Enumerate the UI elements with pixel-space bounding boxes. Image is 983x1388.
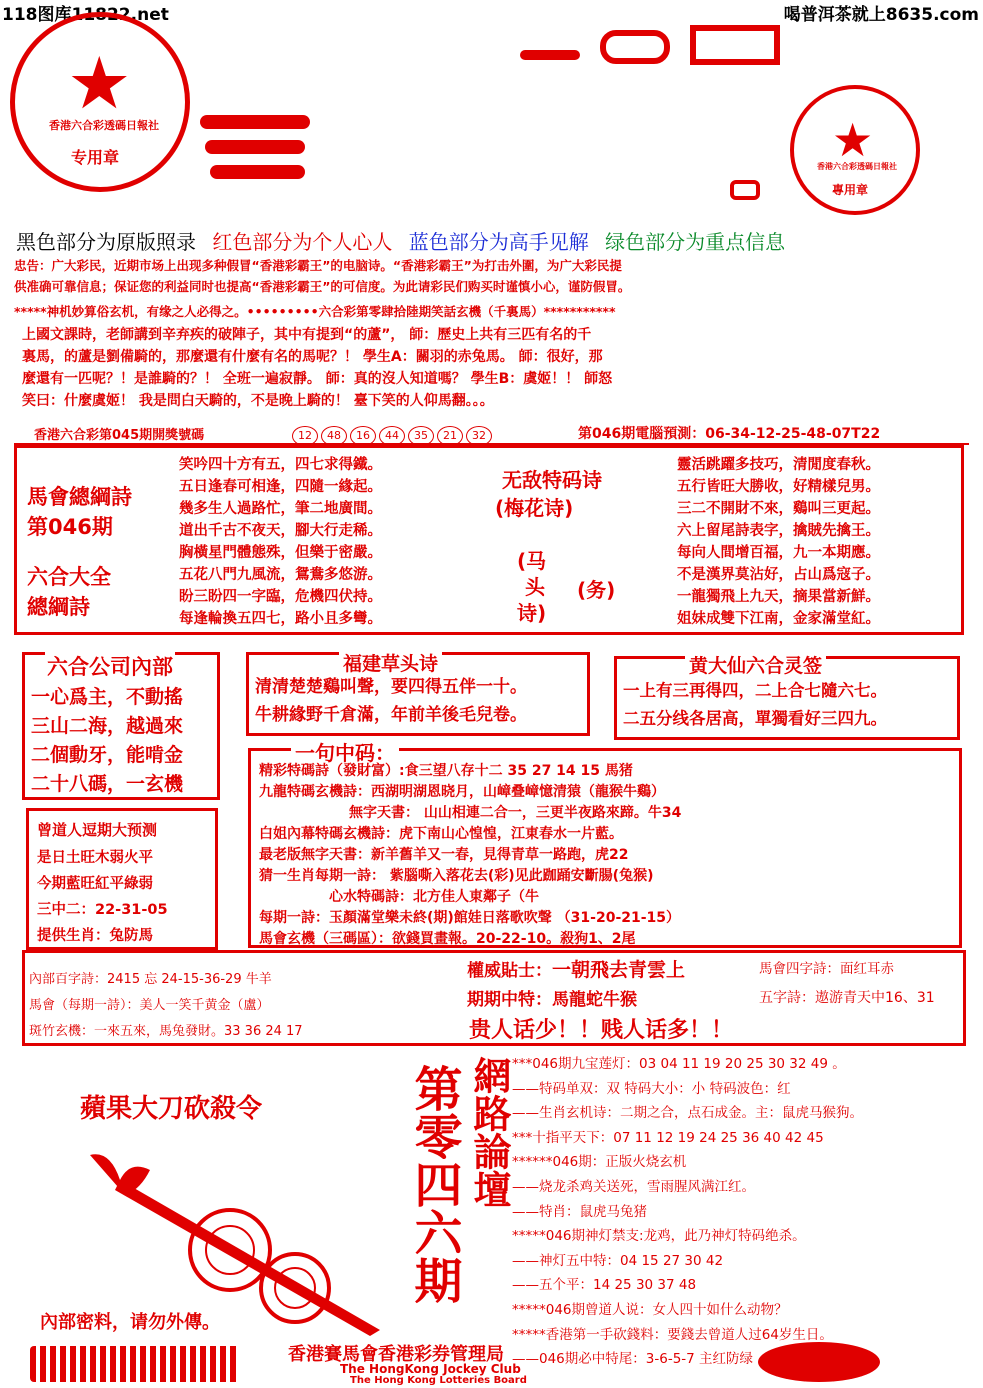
note-line: (马 — [517, 549, 547, 573]
poem-left-verses — [179, 454, 382, 630]
riddle-line: 上國文課時，老師講到辛弃疾的破陣子，其中有提到“的蘆”， 師：歷史上共有三匹有名的千 — [22, 327, 592, 343]
knife-title: 蘋果大刀砍殺令 — [80, 1094, 263, 1124]
qizhong — [467, 985, 637, 1010]
phrase-line: 猜一生肖每期一詩： 紫腦嘶入落花去(彩)见此跏踊安斷腸(兔猴) — [259, 868, 654, 884]
tip-text: 一朝飛去青雲上 — [552, 959, 686, 981]
huang-lines — [623, 677, 887, 733]
forum-line: ——五个平：14 25 30 37 48 — [512, 1277, 697, 1294]
one-phrase-title: 一句中码： — [291, 737, 399, 766]
zeng-lines — [37, 845, 168, 949]
notice-line: 供准确可靠信息；保证您的利益同时也提高“香港彩霸王”的可信度。为此请彩民们购买时谨慎小心，谨防假冒。 — [14, 279, 631, 294]
legend-blue: 蓝色部分为高手见解 — [408, 230, 589, 254]
poem-title-line: 總綱詩 — [27, 595, 90, 619]
verse-line: 五花八門九風流，鴛鴦多悠游。 — [179, 567, 382, 583]
forum-line: ——046期必中特尾：3-6-5-7 主红防绿 — [512, 1351, 754, 1368]
right-stamp — [790, 85, 920, 215]
forum-lines — [512, 1052, 863, 1372]
result-ball: 35 — [408, 426, 434, 446]
riddle-title: *****神机妙算俗玄机，有缘之人必得之。•••••••••六合彩第零肆拾陸期笑話玄機（千裏馬）*********** — [14, 304, 616, 319]
verse-line: 姐妹成雙下江南，金家滿堂紅。 — [677, 611, 880, 627]
decorative-banner — [200, 95, 320, 195]
notice-block — [14, 255, 969, 297]
legend-black: 黑色部分为原版照录 — [16, 230, 196, 254]
results-label: 香港六合彩第045期開獎號碼 — [34, 428, 205, 443]
company-line: 三山二海，越過來 — [31, 715, 184, 737]
forum-line: ***十指平天下：07 11 12 19 24 25 36 40 42 45 — [512, 1129, 824, 1146]
company-box — [22, 652, 220, 800]
header-left-site: 118图库11822.net — [2, 5, 169, 25]
qizhong-text: 馬龍蛇牛猴 — [552, 990, 637, 1010]
forum-line: ——神灯五中特：04 15 27 30 42 — [512, 1252, 724, 1269]
result-ball: 12 — [292, 426, 318, 446]
decorative-small-mark — [730, 180, 760, 200]
footer-en1: The HongKong Jockey Club — [340, 1362, 521, 1376]
phrase-line: 最老版無字天書：新羊舊羊又一春，見得青草一路跑，虎22 — [259, 847, 629, 863]
left-stamp — [10, 12, 190, 192]
poem-middle-sub: (梅花诗) — [495, 496, 574, 520]
note-line: 头 — [525, 575, 545, 599]
result-ball: 16 — [350, 426, 376, 446]
forum-line: ——特码单双：双 特码大小：小 特码波色：红 — [512, 1080, 791, 1097]
forum-line: ******046期：正版火烧玄机 — [512, 1154, 687, 1171]
verse-line: 盼三盼四一字臨，危機四伏持。 — [179, 589, 382, 605]
authority-tip — [467, 955, 685, 982]
verse-line: 五行皆旺大勝收，好精樣兒男。 — [677, 479, 880, 495]
color-legend — [16, 226, 785, 255]
riddle-line: 裏馬，的蘆是劉備騎的，那麼還有什麼有名的馬呢？！ 學生A：關羽的赤兔馬。 師：很好，那 — [22, 349, 603, 365]
one-phrase-lines — [259, 761, 681, 950]
company-line: 一心爲主，不動搖 — [31, 686, 184, 708]
poem-left-title — [27, 482, 132, 622]
forum-line: ——生肖玄机诗：二期之合，点石成金。主：鼠虎马猴狗。 — [512, 1105, 863, 1122]
forum-line: *****香港第一手砍錢料：要錢去曾道人过64岁生日。 — [512, 1326, 833, 1343]
footer-en2: The Hong Kong Lotteries Board — [350, 1375, 527, 1386]
huang-box — [614, 656, 960, 740]
star-icon: ★ — [832, 113, 874, 167]
phrase-line: 每期一詩：玉顏滿堂樂未終(期)館娃日落歌吹聲 （31-20-21-15） — [259, 910, 681, 926]
poem-title-line: 第046期 — [27, 515, 113, 539]
phrase-line: 精彩特碼詩（發財富）:食三望八存十二 35 27 14 15 馬猪 — [259, 763, 633, 779]
forum-line: ——特肖：鼠虎马兔猪 — [512, 1203, 647, 1220]
stamp-bottom-text: 專用章 — [832, 183, 869, 197]
forum-line: *****046期曾道人说：女人四十如什么动物？ — [512, 1301, 788, 1318]
verse-line: 胸橫星門體態殊，但樂于密嚴。 — [179, 545, 382, 561]
zeng-title: 曾道人逗期大预测 — [37, 821, 158, 839]
company-title: 六合公司內部 — [45, 651, 175, 681]
result-ball: 32 — [466, 426, 492, 446]
mahui-four-words: 馬會四字詩：面红耳赤 — [759, 961, 894, 977]
verse-line: 靈活跳躍多技巧，清閒度春秋。 — [677, 457, 880, 473]
tip-label: 權威貼士： — [467, 961, 552, 981]
verse-line: 五日逢春可相逢，四隨一緣起。 — [179, 479, 382, 495]
zeng-line: 提供生肖：兔防馬 — [37, 928, 153, 944]
zeng-line: 是日土旺木弱火平 — [37, 850, 153, 866]
star-icon: ★ — [67, 41, 132, 125]
bottom-left-line: 斑竹玄機：一來五來，馬兔發財。33 36 24 17 — [29, 1024, 303, 1039]
riddle-block — [22, 324, 977, 412]
verse-line: 道出千古不夜天，腳大行走稀。 — [179, 523, 382, 539]
note-line: 诗) — [517, 601, 547, 625]
poem-middle-note2: (务) — [577, 578, 616, 602]
fujian-line: 牛耕緣野千倉滿，年前羊後毛兒卷。 — [255, 705, 527, 725]
footer-ornament-left — [30, 1346, 240, 1382]
fujian-lines — [255, 673, 527, 729]
header-right-site: 喝普洱茶就上8635.com — [783, 5, 979, 25]
poem-box — [14, 445, 964, 635]
footer-ornament-right — [758, 1342, 880, 1382]
company-line: 二十八碼，一玄機 — [31, 773, 184, 795]
phrase-line: 無字天書： 山山相連二合一，三更半夜路來蹄。牛34 — [349, 805, 682, 821]
stamp-ring-text: 香港六合彩透碼日報社 — [817, 162, 897, 171]
bottom-left-line: 馬會（每期一詩）：美人一笑千黄金（盧） — [29, 998, 270, 1013]
poem-title-line: 馬會總綱詩 — [27, 485, 132, 509]
five-words-poem: 五字詩：遨游青天中16、31 — [759, 990, 935, 1006]
zeng-box — [26, 808, 218, 950]
zeng-line: 三中二：22-31-05 — [37, 902, 168, 918]
huang-title: 黄大仙六合灵签 — [685, 651, 826, 678]
results-prediction: 第046期電腦預測：06-34-12-25-48-07T22 — [578, 426, 881, 442]
decorative-title-art — [520, 20, 790, 70]
forum-line: *****046期神灯禁支:龙鸡，此乃神灯特码绝杀。 — [512, 1228, 806, 1245]
legend-green: 绿色部分为重点信息 — [605, 230, 786, 254]
riddle-line: 笑曰：什麼虞姬！ 我是問白天騎的，不是晚上騎的！ 臺下笑的人仰馬翻。。。 — [22, 393, 494, 409]
poem-middle-title: 无敌特码诗 — [502, 468, 602, 492]
notice-line: 忠告：广大彩民，近期市场上出现多种假冒“香港彩霸王”的电脑诗。“香港彩霸王”为打击外圍，为广大彩民提 — [14, 258, 622, 273]
bottom-left-lines — [29, 967, 303, 1045]
riddle-line: 麼還有一匹呢？！是誰騎的？！ 全班一遍寂靜。 師：真的沒人知道嗎？ 學生B：虞姬！！ 師怒 — [22, 371, 613, 387]
bottom-info-box — [22, 950, 966, 1046]
company-line: 二個動牙，能啃金 — [31, 744, 184, 766]
verse-line: 每逢輪換五四七，路小且多彎。 — [179, 611, 382, 627]
bottom-left-line: 內部百字詩：2415 忘 24-15-36-29 牛羊 — [29, 972, 272, 987]
huang-line: 一上有三再得四，二上合七隨六七。 — [623, 681, 887, 700]
vertical-period-title: 第零四六期 — [406, 1064, 462, 1304]
verse-line: 幾多生人過路忙，筆二地廣間。 — [179, 501, 382, 517]
poem-middle-note — [517, 548, 546, 626]
verse-line: 三二不開財不來，鷄叫三更起。 — [677, 501, 880, 517]
qizhong-label: 期期中特： — [467, 990, 552, 1010]
forum-line: ***046期九宝莲灯：03 04 11 19 20 25 30 32 49 。 — [512, 1056, 846, 1072]
phrase-line: 馬會玄機（三碼區）：欲錢買畫報。20-22-10。殺狗1、2尾 — [259, 931, 636, 947]
result-ball: 48 — [321, 426, 347, 446]
forum-line: ——烧龙杀鸡关送死，雪雨腥风满江红。 — [512, 1178, 755, 1195]
stamp-ring-text: 香港六合彩透碼日報社 — [49, 119, 159, 132]
phrase-line: 心水特碼詩：北方佳人東鄰子（牛 — [329, 889, 539, 905]
result-ball: 44 — [379, 426, 405, 446]
poem-title-line: 六合大全 — [27, 565, 111, 589]
one-phrase-box — [248, 741, 962, 948]
verse-line: 六上留尾詩表字，擒賊先擒王。 — [677, 523, 880, 539]
phrase-line: 白姐內幕特碼玄機詩：虎下南山心惶惶，江東春水一片藍。 — [259, 826, 623, 842]
fujian-title: 福建草头诗 — [339, 649, 442, 676]
verse-line: 每向人間增百福，九一本期應。 — [677, 545, 880, 561]
fujian-box — [246, 652, 590, 736]
verse-line: 笑吟四十方有五，四七求得鐵。 — [179, 457, 382, 473]
company-lines — [31, 683, 183, 799]
vertical-forum-title: 網路論壇 — [467, 1056, 511, 1208]
result-ball: 21 — [437, 426, 463, 446]
verse-line: 不是漢界莫沾好，占山爲寇子。 — [677, 567, 880, 583]
footer-cn: 香港賽馬會香港彩券管理局 — [288, 1344, 504, 1365]
fujian-line: 清清楚楚鷄叫聲，要四得五伴一十。 — [255, 677, 527, 697]
phrase-line: 九龍特碼玄機詩：西湖明湖恩晓月，山嶂叠嶂憶清猿（龍猴牛鷄） — [259, 784, 665, 800]
verse-line: 一龍獨飛上九天，摘果當新鮮。 — [677, 589, 880, 605]
huang-line: 二五分线各居高，單獨看好三四九。 — [623, 709, 887, 728]
stamp-bottom-text: 专用章 — [71, 148, 120, 167]
internal-note: 內部密料，请勿外傳。 — [40, 1312, 220, 1333]
poem-right-verses — [677, 454, 880, 630]
zeng-line: 今期藍旺紅平綠弱 — [37, 876, 153, 892]
slogan: 贵人话少！！贱人话多！！ — [469, 1018, 734, 1043]
legend-red: 红色部分为个人心人 — [212, 230, 393, 254]
